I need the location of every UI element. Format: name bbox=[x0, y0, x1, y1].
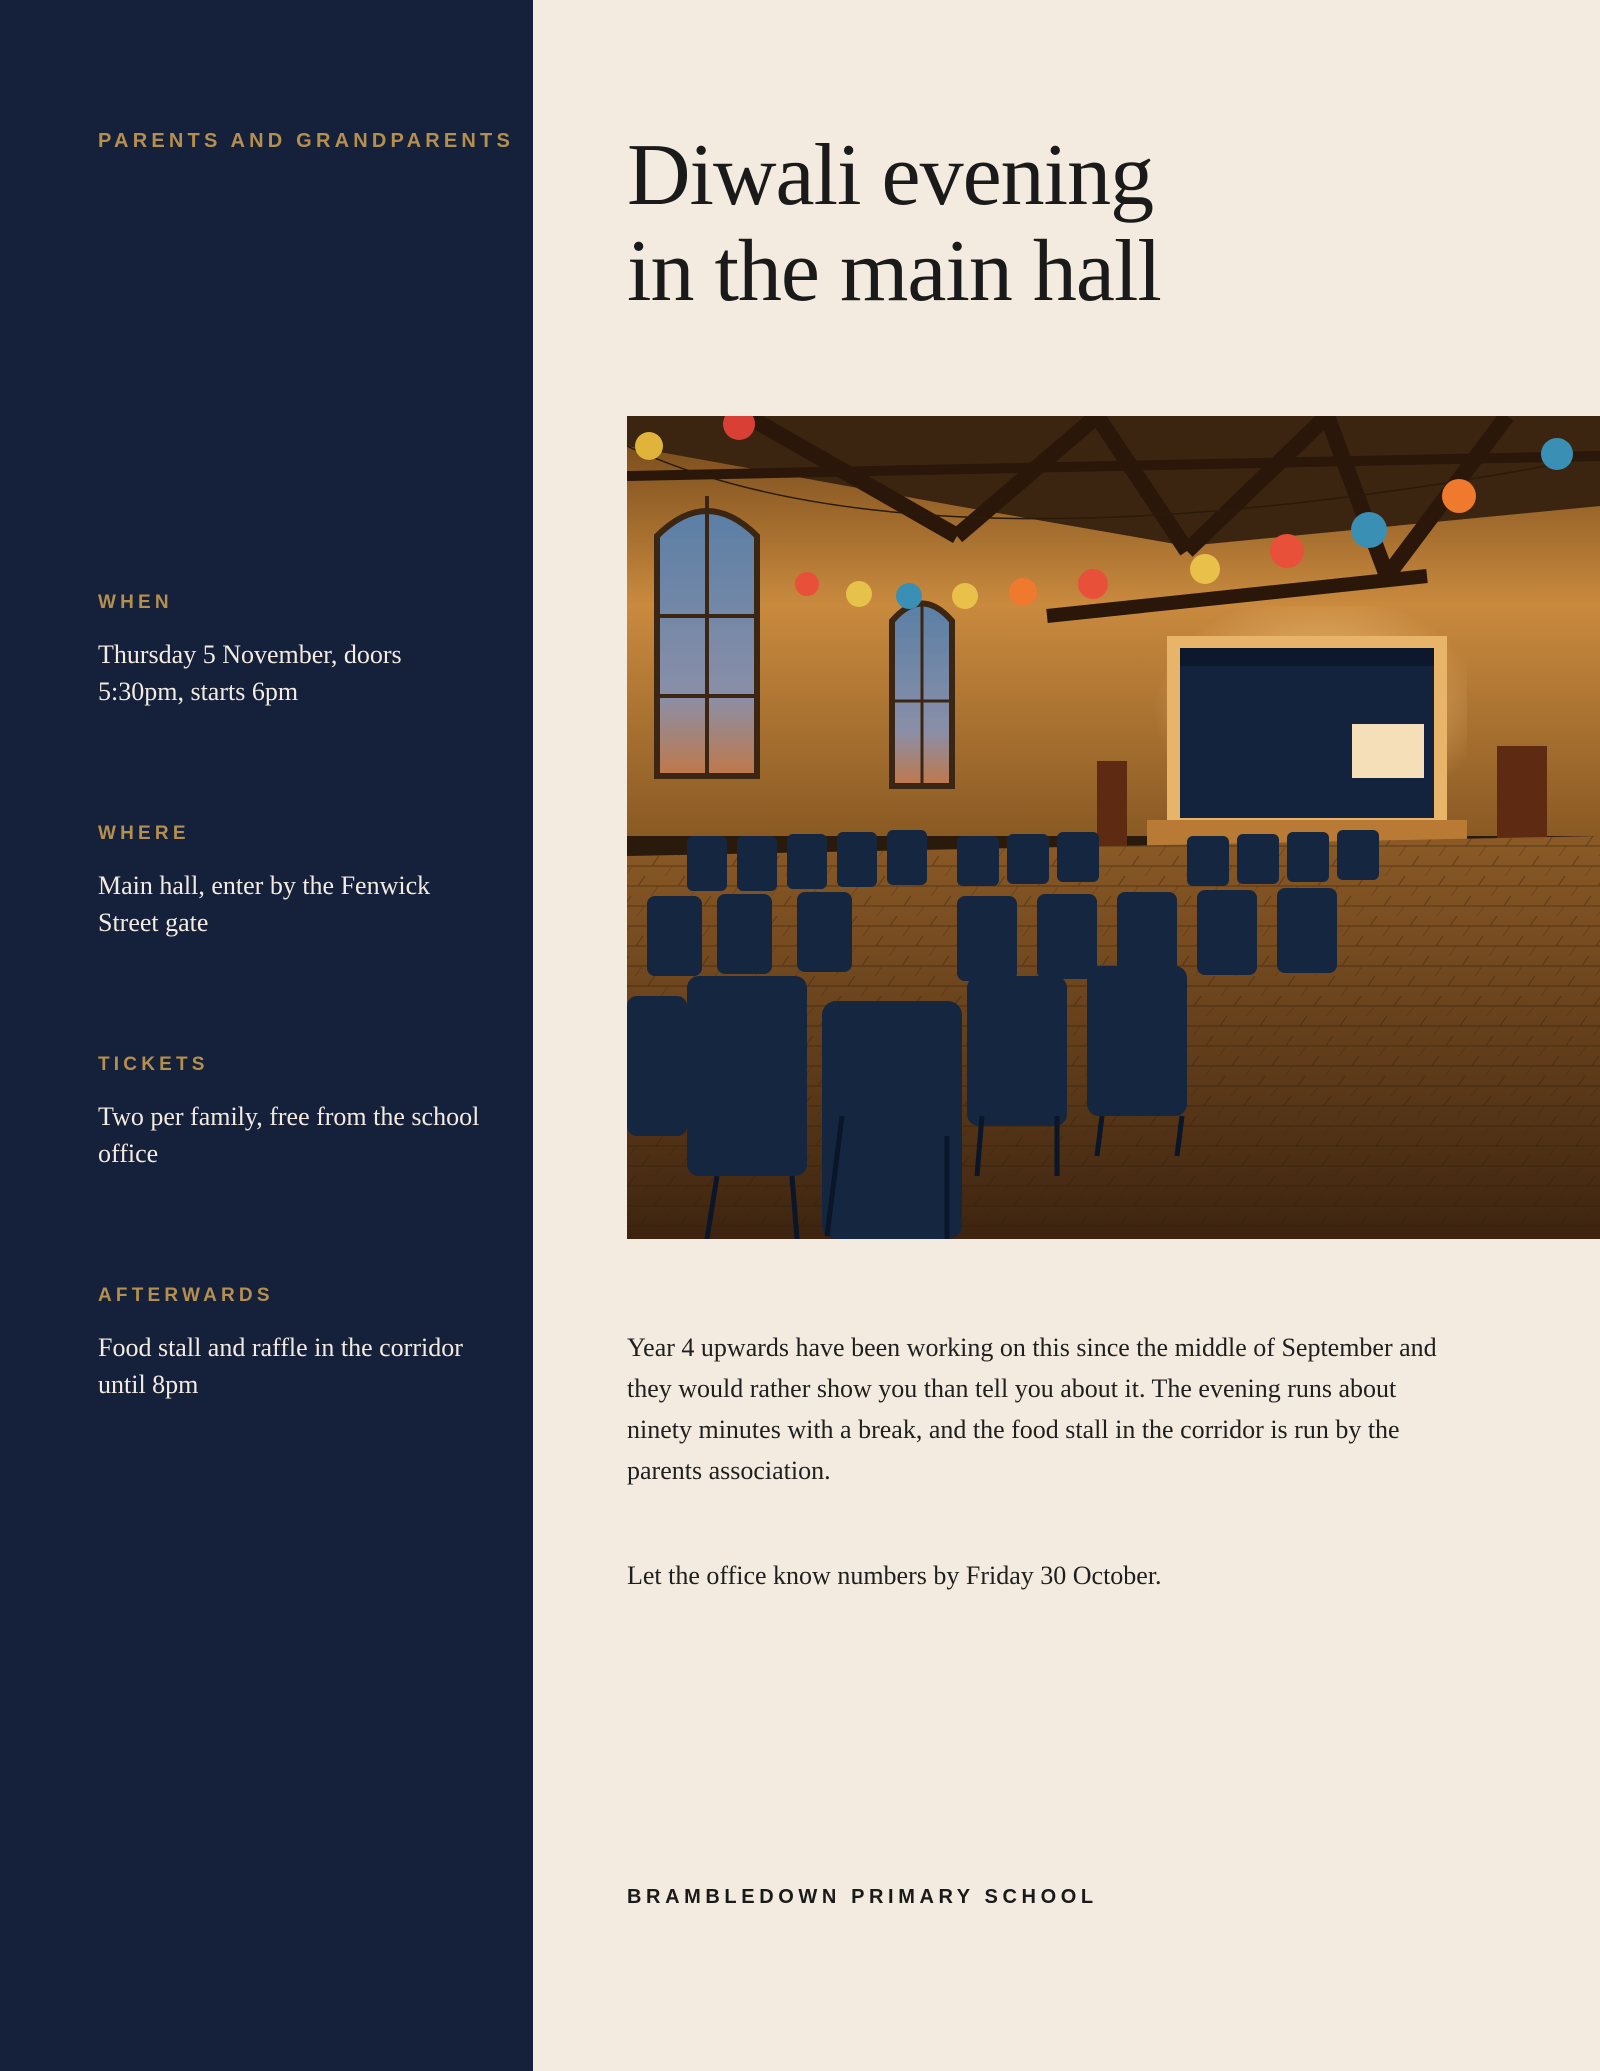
hall-photo bbox=[627, 416, 1600, 1239]
when-label: WHEN bbox=[98, 592, 173, 613]
when-value: Thursday 5 November, doors 5:30pm, starts 6pm bbox=[98, 640, 402, 706]
sidebar bbox=[0, 0, 533, 2071]
school-name: BRAMBLEDOWN PRIMARY SCHOOL bbox=[627, 1886, 1098, 1908]
where-label: WHERE bbox=[98, 823, 190, 844]
audience-eyebrow: PARENTS AND GRANDPARENTS bbox=[98, 130, 514, 152]
title-line-1: Diwali evening bbox=[627, 127, 1154, 224]
where-value: Main hall, enter by the Fenwick Street gate bbox=[98, 871, 431, 937]
title-line-2: in the main hall bbox=[627, 223, 1161, 320]
afterwards-value: Food stall and raffle in the corridor until 8pm bbox=[98, 1333, 463, 1399]
rsvp-paragraph: Let the office know numbers by Friday 30 October. bbox=[627, 1561, 1162, 1590]
intro-paragraph: Year 4 upwards have been working on this since the middle of September and they would rather show you than tell you about it. The evening runs about ninety minutes with a break, and the food stall in the corridor is run by the parents association. bbox=[627, 1333, 1437, 1485]
hall-illustration bbox=[627, 416, 1600, 1239]
page-title bbox=[627, 128, 1527, 320]
tickets-value: Two per family, free from the school office bbox=[98, 1102, 480, 1168]
tickets-label: TICKETS bbox=[98, 1054, 209, 1075]
afterwards-label: AFTERWARDS bbox=[98, 1285, 274, 1306]
